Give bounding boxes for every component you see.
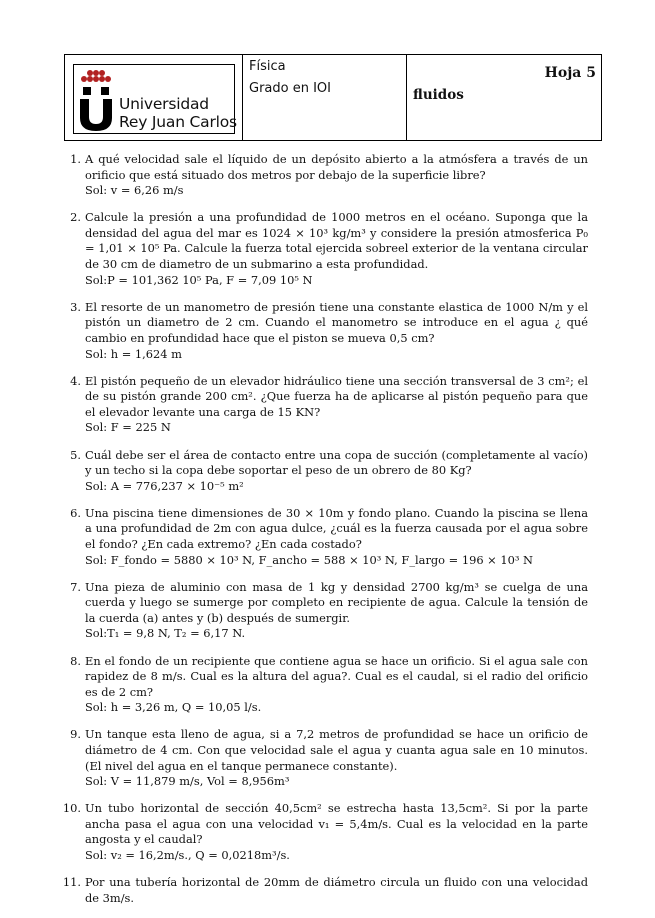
problem-solution: Sol: F = 225 N [85,420,171,435]
sheet-cell [406,55,601,140]
problem-statement: Un tubo horizontal de sección 40,5cm² se estrecha hasta 13,5cm². Si por la parte ancha pasa el agua con una velocidad v₁ = 5,4m/s. Cual es la velocidad en la parte angosta y el caudal? [85,801,588,847]
subject-cell [242,55,407,140]
header-table [64,54,602,141]
problem-statement: Una pieza de aluminio con masa de 1 kg y densidad 2700 kg/m³ se cuelga de una cuerda y luego se sumerge por completo en recipiente de agua. Calcule la tensión de la cuerda (a) antes y (b) después de sumergir. [85,579,588,625]
problem-statement: El resorte de un manometro de presión tiene una constante elastica de 1000 N/m y el pistón un diametro de 2 cm. Cuando el manometro se introduce en el agua ¿ qué cambio en profundidad hace que el piston se mueva 0,5 cm? [85,299,588,345]
problem-solution: Sol: h = 1,624 m [85,346,182,361]
problem-number: 7. [70,579,81,594]
problem-number: 5. [70,447,81,462]
problem-item [64,152,588,199]
problem-solution: Sol:P = 101,362 10⁵ Pa, F = 7,09 10⁵ N [85,272,313,287]
problem-item [64,801,588,863]
problem-number: 2. [70,210,81,225]
problem-number: 1. [70,152,81,166]
problem-statement: Cuál debe ser el área de contacto entre una copa de succión (completamente al vacío) y un techo si la copa debe soportar el peso de un obrero de 80 Kg? [85,447,588,478]
problem-item [64,654,588,716]
problem-statement: En el fondo de un recipiente que contiene agua se hace un orificio. Si el agua sale con rapidez de 8 m/s. Cual es la altura del agua?. Cual es el caudal, si el radio del orificio es de 2 cm? [85,653,588,699]
problem-list [64,152,588,918]
problem-statement: A qué velocidad sale el líquido de un depósito abierto a la atmósfera a través de un orificio que está situado dos metros por debajo de la superficie libre? [85,152,588,182]
problem-solution: Sol: F_fondo = 5880 × 10³ N, F_ancho = 588 × 10³ N, F_largo = 196 × 10³ N [85,552,533,567]
university-name-line1: Universidad [119,95,209,113]
problem-item [64,448,588,495]
problem-item [64,875,588,906]
problem-solution: Sol: v = 6,26 m/s [85,183,184,198]
problem-number: 8. [70,653,81,668]
problem-statement: El pistón pequeño de un elevador hidráulico tiene una sección transversal de 3 cm²; el de su pistón grande 200 cm². ¿Que fuerza ha de aplicarse al pistón pequeño para que el elevador levante una carga de 15 KN? [85,373,588,419]
problem-number: 11. [62,875,81,890]
problem-item [64,727,588,789]
problem-number: 4. [70,373,81,388]
problem-solution: Sol: h = 3,26 m, Q = 10,05 l/s. [85,700,262,715]
problem-statement: Calcule la presión a una profundidad de 1000 metros en el océano. Suponga que la densidad del agua del mar es 1024 × 10³ kg/m³ y considere la presión atmosferica P₀ = 1,01 × 10⁵ Pa. Calcule la fuerza total ejercida sobreel exterior de la ventana circular de 30 cm de diametro de un submarino a esta profundidad. [85,210,588,272]
problem-number: 9. [70,727,81,742]
problem-statement: Por una tubería horizontal de 20mm de diámetro circula un fluido con una velocidad de 3m/s. [85,875,588,905]
problem-statement: Una piscina tiene dimensiones de 30 × 10m y fondo plano. Cuando la piscina se llena a una profundidad de 2m con agua dulce, ¿cuál es la fuerza causada por el agua sobre el fondo? ¿En cada extremo? ¿En cada costado? [85,505,588,551]
subject-name: Física [249,59,286,74]
problem-solution: Sol: v₂ = 16,2m/s., Q = 0,0218m³/s. [85,848,290,863]
crown-u-emblem [76,68,116,132]
problem-solution: Sol: A = 776,237 × 10⁻⁵ m² [85,478,244,493]
problem-item [64,300,588,362]
problem-item [64,580,588,642]
problem-number: 6. [70,505,81,520]
problem-item [64,210,588,288]
university-name-line2: Rey Juan Carlos [119,113,237,131]
problem-item [64,506,588,568]
problem-solution: Sol:T₁ = 9,8 N, T₂ = 6,17 N. [85,626,246,641]
degree-name: Grado en IOI [249,81,331,96]
logo-cell [65,55,243,140]
problem-number: 10. [62,801,81,816]
problem-number: 3. [70,299,81,314]
problem-solution: Sol: V = 11,879 m/s, Vol = 8,956m³ [85,774,290,789]
university-logo [73,64,235,134]
problem-item [64,374,588,436]
sheet-number: Hoja 5 [544,65,596,81]
topic-title: fluidos [413,87,464,103]
problem-statement: Un tanque esta lleno de agua, si a 7,2 metros de profundidad se hace un orificio de diámetro de 4 cm. Con que velocidad sale el agua y cuanta agua sale en 10 minutos. (El nivel del agua en el tanque permanece constante). [85,727,588,773]
